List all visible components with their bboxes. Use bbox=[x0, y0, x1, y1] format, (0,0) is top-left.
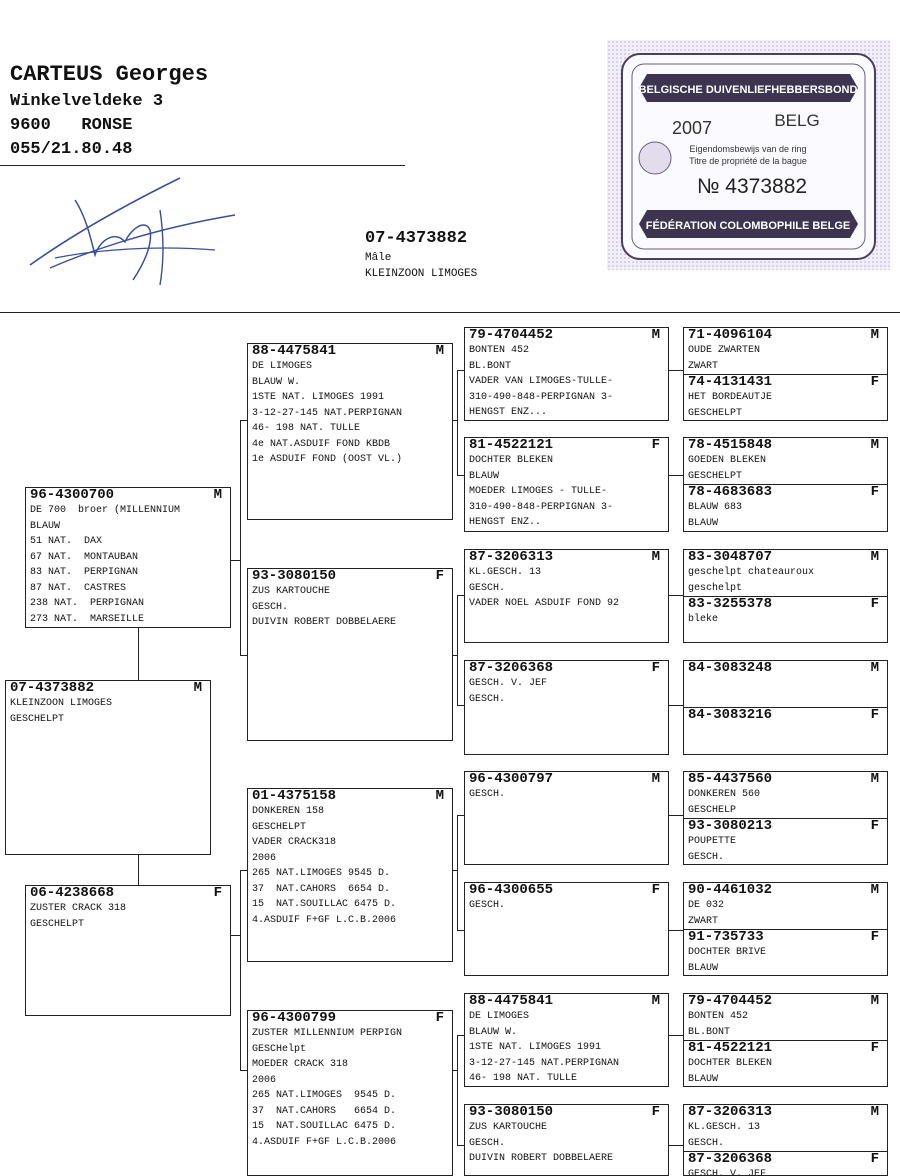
info-line: 87 NAT. CASTRES bbox=[30, 582, 127, 594]
info-line: GESCHELPT bbox=[30, 918, 85, 930]
info-line: DONKEREN 560 bbox=[688, 789, 761, 800]
info-line: DE 032 bbox=[688, 900, 725, 911]
info-line: 1e ASDUIF FOND (OOST VL.) bbox=[252, 454, 403, 465]
great-great-grandparent-pair bbox=[683, 660, 888, 755]
sire-card bbox=[25, 487, 231, 628]
info-line: KL.GESCH. 13 bbox=[469, 567, 542, 578]
sex-marker: F bbox=[870, 929, 879, 945]
connector bbox=[240, 870, 247, 871]
ring-number: 79-4704452 bbox=[469, 327, 554, 343]
connector bbox=[669, 370, 683, 371]
info-line: BLAUW bbox=[688, 517, 719, 529]
ring-number: 88-4475841 bbox=[469, 993, 554, 1009]
owner-divider bbox=[0, 165, 405, 166]
sex-marker: F bbox=[870, 374, 879, 390]
info-line: 310-490-848-PERPIGNAN 3- bbox=[469, 501, 614, 513]
info-line: DE 700 broer (MILLENNIUM bbox=[30, 505, 181, 516]
header-divider bbox=[0, 312, 900, 313]
connector bbox=[457, 1035, 464, 1036]
grandparent-card bbox=[247, 343, 453, 520]
ring-number: 81-4522121 bbox=[469, 437, 554, 453]
svg-text:2007: 2007 bbox=[671, 118, 713, 138]
sex-marker: M bbox=[435, 788, 444, 804]
info-line: 1STE NAT. LIMOGES 1991 bbox=[252, 392, 385, 403]
sex-marker: F bbox=[870, 707, 879, 723]
owner-name: CARTEUS Georges bbox=[10, 62, 209, 87]
ring-number: 83-3048707 bbox=[688, 549, 773, 565]
info-line: GESCH. bbox=[252, 601, 289, 613]
subject-name: KLEINZOON LIMOGES bbox=[365, 268, 478, 280]
info-line: 4e NAT.ASDUIF FOND KBDB bbox=[252, 438, 391, 450]
great-grandparent-card bbox=[464, 1104, 669, 1176]
info-line: 46- 198 NAT. TULLE bbox=[469, 1073, 578, 1084]
sex-marker: M bbox=[651, 549, 660, 565]
info-line: ZUSTER CRACK 318 bbox=[30, 903, 127, 914]
sex-marker: F bbox=[651, 660, 660, 676]
connector bbox=[231, 935, 240, 936]
info-line: 67 NAT. MONTAUBAN bbox=[30, 551, 139, 563]
ring-number: 07-4373882 bbox=[10, 680, 95, 696]
info-line: 2006 bbox=[252, 1074, 277, 1086]
info-line: BLAUW W. bbox=[252, 376, 301, 388]
info-line: DOCHTER BLEKEN bbox=[469, 455, 554, 466]
info-line: geschelpt bbox=[688, 582, 743, 594]
info-line: 1STE NAT. LIMOGES 1991 bbox=[469, 1042, 602, 1053]
ring-number: 96-4300655 bbox=[469, 882, 554, 898]
info-line: BL.BONT bbox=[688, 1026, 731, 1038]
info-line: DUIVIN ROBERT DOBBELAERE bbox=[252, 617, 397, 628]
owner-street: Winkelveldeke 3 bbox=[10, 92, 164, 111]
sex-marker: M bbox=[870, 1104, 879, 1120]
great-grandparent-card bbox=[464, 771, 669, 865]
great-great-grandparent-pair bbox=[683, 549, 888, 643]
info-line: 15 NAT.SOUILLAC 6475 D. bbox=[252, 1121, 397, 1132]
info-line: 238 NAT. PERPIGNAN bbox=[30, 598, 145, 609]
great-grandparent-card bbox=[464, 327, 669, 421]
ring-number: 79-4704452 bbox=[688, 993, 773, 1009]
connector bbox=[138, 628, 139, 680]
connector bbox=[457, 815, 464, 816]
info-line: DOCHTER BRIVE bbox=[688, 947, 767, 958]
ring-number: 71-4096104 bbox=[688, 327, 773, 343]
info-line: DOCHTER BLEKEN bbox=[688, 1058, 773, 1069]
sex-marker: M bbox=[193, 680, 202, 696]
info-line: GESCH. V. JEF bbox=[688, 1169, 767, 1176]
ring-number: 81-4522121 bbox=[688, 1040, 773, 1056]
sex-marker: F bbox=[870, 1151, 879, 1167]
connector bbox=[457, 1145, 464, 1146]
sex-marker: M bbox=[651, 327, 660, 343]
info-line: GESCH. V. JEF bbox=[469, 678, 548, 689]
ring-number: 78-4683683 bbox=[688, 484, 773, 500]
info-line: BLAUW 683 bbox=[688, 502, 743, 513]
connector bbox=[457, 595, 464, 596]
info-line: 3-12-27-145 NAT.PERPIGNAN bbox=[469, 1057, 620, 1069]
connector bbox=[457, 370, 458, 475]
ring-number: 87-3206313 bbox=[469, 549, 554, 565]
pedigree-subject-card bbox=[5, 680, 211, 855]
ring-number: 91-735733 bbox=[688, 929, 764, 945]
info-line: HET BORDEAUTJE bbox=[688, 392, 773, 403]
info-line: 4.ASDUIF F+GF L.C.B.2006 bbox=[252, 1136, 397, 1148]
great-grandparent-card bbox=[464, 549, 669, 643]
ring-number: 90-4461032 bbox=[688, 882, 773, 898]
info-line: GESCH. bbox=[469, 582, 506, 594]
connector bbox=[669, 595, 683, 596]
info-line: 310-490-848-PERPIGNAN 3- bbox=[469, 391, 614, 403]
connector bbox=[457, 370, 464, 371]
info-line: BLAUW bbox=[688, 962, 719, 974]
sex-marker: F bbox=[435, 568, 444, 584]
sex-marker: M bbox=[870, 437, 879, 453]
info-line: geschelpt chateauroux bbox=[688, 567, 815, 578]
info-line: 265 NAT.LIMOGES 9545 D. bbox=[252, 1090, 397, 1101]
owner-phone: 055/21.80.48 bbox=[10, 140, 133, 159]
info-line: 46- 198 NAT. TULLE bbox=[252, 423, 361, 434]
sex-marker: M bbox=[870, 771, 879, 787]
connector bbox=[457, 815, 458, 930]
info-line: BONTEN 452 bbox=[469, 345, 530, 356]
info-line: DE LIMOGES bbox=[252, 361, 313, 372]
info-line: BLAUW bbox=[469, 470, 500, 482]
great-great-grandparent-pair bbox=[683, 327, 888, 421]
connector bbox=[669, 1145, 683, 1146]
svg-text:№ 4373882: № 4373882 bbox=[696, 175, 808, 198]
info-line: DONKEREN 158 bbox=[252, 806, 325, 817]
info-line: MOEDER LIMOGES - TULLE- bbox=[469, 486, 608, 497]
ring-number: 93-3080213 bbox=[688, 818, 773, 834]
ring-number: 06-4238668 bbox=[30, 885, 115, 901]
sex-marker: F bbox=[651, 882, 660, 898]
info-line: 4.ASDUIF F+GF L.C.B.2006 bbox=[252, 914, 397, 926]
ring-number: 87-3206368 bbox=[469, 660, 554, 676]
ring-number: 93-3080150 bbox=[252, 568, 337, 584]
info-line: VADER VAN LIMOGES-TULLE- bbox=[469, 376, 614, 387]
ring-number: 87-3206368 bbox=[688, 1151, 773, 1167]
connector bbox=[457, 1035, 458, 1145]
sex-marker: M bbox=[651, 771, 660, 787]
info-line: GESCHELPT bbox=[688, 407, 743, 419]
great-grandparent-card bbox=[464, 437, 669, 532]
info-line: BLAUW W. bbox=[469, 1026, 518, 1038]
dam-card bbox=[25, 885, 231, 1016]
sex-marker: M bbox=[651, 993, 660, 1009]
info-line: MOEDER CRACK 318 bbox=[252, 1059, 349, 1070]
sex-marker: M bbox=[435, 343, 444, 359]
info-line: ZUS KARTOUCHE bbox=[252, 586, 331, 597]
info-line: DUIVIN ROBERT DOBBELAERE bbox=[469, 1153, 614, 1164]
info-line: 2006 bbox=[252, 852, 277, 864]
sex-marker: M bbox=[870, 993, 879, 1009]
svg-text:Eigendomsbewijs van de ring: Eigendomsbewijs van de ring bbox=[689, 144, 807, 154]
sex-marker: M bbox=[870, 882, 879, 898]
subject-block bbox=[365, 228, 477, 282]
connector bbox=[240, 655, 247, 656]
connector bbox=[457, 475, 464, 476]
sex-marker: F bbox=[651, 437, 660, 453]
connector bbox=[240, 420, 247, 421]
info-line: DE LIMOGES bbox=[469, 1011, 530, 1022]
info-line: ZWART bbox=[688, 915, 719, 927]
info-line: 83 NAT. PERPIGNAN bbox=[30, 567, 139, 578]
grandparent-card bbox=[247, 788, 453, 962]
grandparent-card bbox=[247, 568, 453, 741]
connector bbox=[669, 1035, 683, 1036]
info-line: 265 NAT.LIMOGES 9545 D. bbox=[252, 868, 391, 879]
great-grandparent-card bbox=[464, 993, 669, 1087]
info-line: GESCH. bbox=[469, 693, 506, 705]
connector bbox=[669, 705, 683, 706]
connector bbox=[669, 930, 683, 931]
connector bbox=[240, 1070, 247, 1071]
owner-block bbox=[10, 60, 208, 162]
info-line: 15 NAT.SOUILLAC 6475 D. bbox=[252, 899, 397, 910]
ring-number: 93-3080150 bbox=[469, 1104, 554, 1120]
ring-number: 84-3083248 bbox=[688, 660, 773, 676]
info-line: BLAUW bbox=[688, 1073, 719, 1085]
great-grandparent-card bbox=[464, 660, 669, 755]
subject-sex: Mâle bbox=[365, 252, 392, 264]
connector bbox=[669, 475, 683, 476]
info-line: KLEINZOON LIMOGES bbox=[10, 698, 113, 709]
ring-number: 96-4300700 bbox=[30, 487, 115, 503]
grandparent-card bbox=[247, 1010, 453, 1176]
info-line: GESCH. bbox=[688, 1137, 725, 1149]
sex-marker: F bbox=[870, 484, 879, 500]
info-line: 51 NAT. DAX bbox=[30, 536, 103, 547]
great-great-grandparent-pair bbox=[683, 882, 888, 976]
info-line: GESCH. bbox=[469, 900, 506, 911]
info-line: GESCHELPT bbox=[10, 713, 65, 725]
info-line: 273 NAT. MARSEILLE bbox=[30, 613, 145, 625]
ring-number: 74-4131431 bbox=[688, 374, 773, 390]
info-line: GESCHELPT bbox=[688, 470, 743, 482]
info-line: VADER NOEL ASDUIF FOND 92 bbox=[469, 598, 620, 609]
ring-number: 96-4300799 bbox=[252, 1010, 337, 1026]
info-line: ZWART bbox=[688, 360, 719, 372]
info-line: 37 NAT.CAHORS 6654 D. bbox=[252, 883, 391, 895]
sex-marker: M bbox=[870, 660, 879, 676]
sex-marker: F bbox=[435, 1010, 444, 1026]
connector bbox=[231, 560, 240, 561]
svg-text:Titre de propriété de la bague: Titre de propriété de la bague bbox=[689, 156, 807, 166]
svg-text:BELGISCHE DUIVENLIEFHEBBERSBON: BELGISCHE DUIVENLIEFHEBBERSBOND bbox=[638, 84, 858, 96]
info-line: HENGST ENZ... bbox=[469, 407, 548, 418]
info-line: GESCHelpt bbox=[252, 1043, 307, 1055]
info-line: bleke bbox=[688, 614, 719, 625]
info-line: KL.GESCH. 13 bbox=[688, 1122, 761, 1133]
great-great-grandparent-pair bbox=[683, 771, 888, 865]
info-line: GESCH. bbox=[469, 1137, 506, 1149]
owner-city: 9600 RONSE bbox=[10, 116, 133, 135]
sex-marker: M bbox=[870, 327, 879, 343]
info-line: 3-12-27-145 NAT.PERPIGNAN bbox=[252, 407, 403, 419]
connector bbox=[240, 420, 241, 655]
sex-marker: F bbox=[213, 885, 222, 901]
sex-marker: F bbox=[870, 1040, 879, 1056]
info-line: HENGST ENZ.. bbox=[469, 517, 542, 528]
sex-marker: F bbox=[870, 596, 879, 612]
ring-number: 85-4437560 bbox=[688, 771, 773, 787]
info-line: OUDE ZWARTEN bbox=[688, 345, 761, 356]
info-line: 37 NAT.CAHORS 6654 D. bbox=[252, 1105, 397, 1117]
ring-number: 83-3255378 bbox=[688, 596, 773, 612]
info-line: ZUSTER MILLENNIUM PERPIGN bbox=[252, 1028, 403, 1039]
info-line: GOEDEN BLEKEN bbox=[688, 455, 767, 466]
signature bbox=[25, 170, 255, 300]
info-line: GESCH. bbox=[688, 851, 725, 863]
subject-ring: 07-4373882 bbox=[365, 229, 468, 248]
sex-marker: M bbox=[870, 549, 879, 565]
connector bbox=[240, 870, 241, 1070]
ring-certificate-stamp bbox=[607, 40, 890, 270]
info-line: BONTEN 452 bbox=[688, 1011, 749, 1022]
info-line: GESCHELP bbox=[688, 804, 737, 816]
connector bbox=[457, 930, 464, 931]
sex-marker: F bbox=[651, 1104, 660, 1120]
info-line: GESCHELPT bbox=[252, 821, 307, 833]
ring-number: 01-4375158 bbox=[252, 788, 337, 804]
svg-text:FÉDÉRATION COLOMBOPHILE BELGE: FÉDÉRATION COLOMBOPHILE BELGE bbox=[645, 220, 851, 232]
svg-text:BELG: BELG bbox=[774, 111, 820, 130]
info-line: GESCH. bbox=[469, 789, 506, 800]
info-line: BL.BONT bbox=[469, 360, 512, 372]
great-great-grandparent-pair bbox=[683, 1104, 888, 1176]
great-great-grandparent-pair bbox=[683, 437, 888, 532]
info-line: POUPETTE bbox=[688, 836, 737, 847]
sex-marker: M bbox=[213, 487, 222, 503]
ring-number: 84-3083216 bbox=[688, 707, 773, 723]
info-line: BLAUW bbox=[30, 520, 61, 532]
sex-marker: F bbox=[870, 818, 879, 834]
connector bbox=[457, 595, 458, 705]
great-great-grandparent-pair bbox=[683, 993, 888, 1087]
ring-number: 78-4515848 bbox=[688, 437, 773, 453]
ring-number: 88-4475841 bbox=[252, 343, 337, 359]
ring-number: 87-3206313 bbox=[688, 1104, 773, 1120]
connector bbox=[457, 705, 464, 706]
info-line: VADER CRACK318 bbox=[252, 837, 337, 848]
connector bbox=[138, 855, 139, 885]
connector bbox=[669, 815, 683, 816]
info-line: ZUS KARTOUCHE bbox=[469, 1122, 548, 1133]
ring-number: 96-4300797 bbox=[469, 771, 554, 787]
great-grandparent-card bbox=[464, 882, 669, 976]
